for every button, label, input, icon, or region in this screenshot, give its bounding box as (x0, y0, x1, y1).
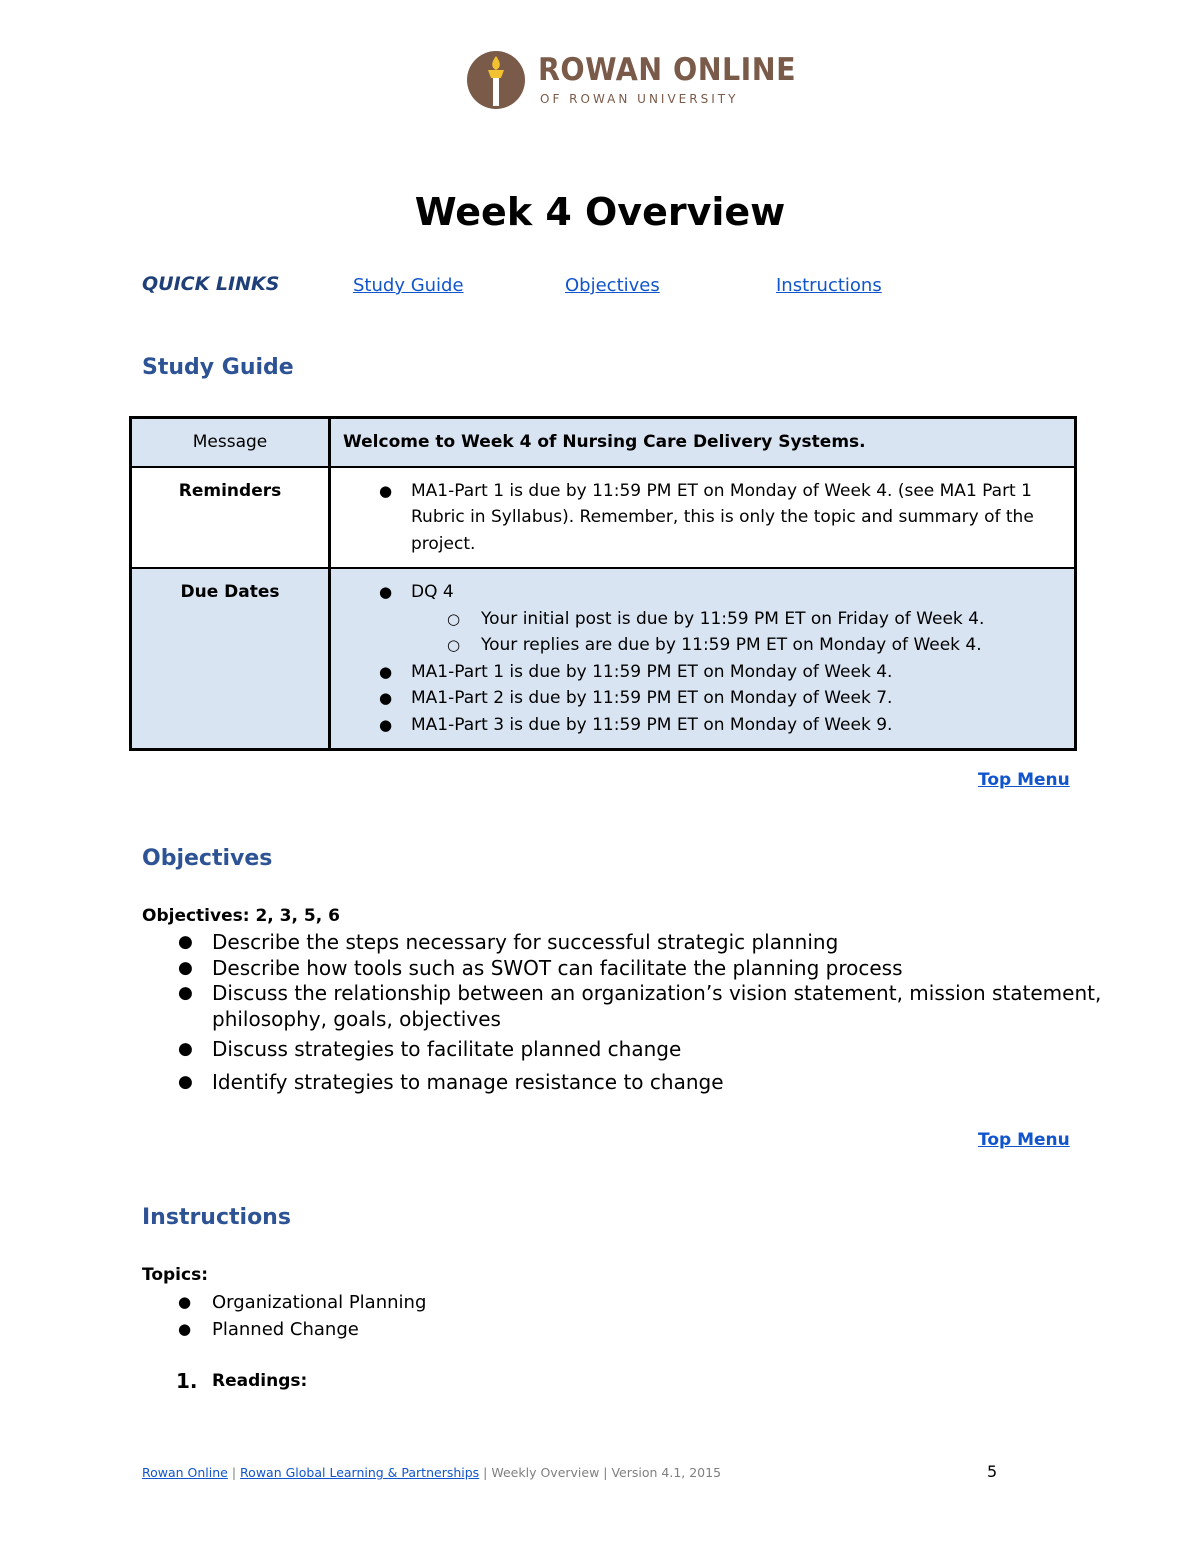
bullet-icon: ● (178, 932, 193, 952)
readings-number: 1. (176, 1369, 198, 1393)
bullet-icon: ● (379, 689, 393, 707)
list-item: ● Discuss the relationship between an organization’s vision statement, mission statement, philosophy, goals, objectives (178, 981, 1102, 1031)
bullet-icon: ● (379, 583, 393, 601)
quick-link-instructions[interactable]: Instructions (776, 275, 882, 296)
list-item: ● DQ 4 (341, 579, 1064, 606)
bullet-icon: ● (178, 957, 193, 978)
footer-link-rowan-global[interactable]: Rowan Global Learning & Partnerships (240, 1465, 480, 1480)
objectives-lead: Objectives: 2, 3, 5, 6 (142, 906, 340, 926)
list-item: ● Identify strategies to manage resistance to change (178, 1069, 724, 1094)
bullet-icon: ● (379, 715, 393, 734)
top-menu-link[interactable]: Top Menu (978, 770, 1070, 790)
list-item: ● Discuss strategies to facilitate planned change (178, 1037, 682, 1061)
topics-list (142, 1289, 426, 1343)
footer (142, 1465, 721, 1480)
torch-icon (466, 48, 526, 112)
study-guide-table (129, 416, 1077, 751)
logo-subtitle: OF ROWAN UNIVERSITY (540, 92, 739, 106)
list-item: ● MA1-Part 2 is due by 11:59 PM ET on Monday of Week 7. (341, 685, 1064, 712)
bullet-icon: ● (178, 1071, 193, 1092)
bullet-icon: ● (178, 1039, 193, 1059)
reminders-cell (330, 467, 1076, 569)
bullet-icon: ● (178, 1320, 192, 1338)
objectives-heading: Objectives (142, 846, 273, 871)
list-item: ● MA1-Part 3 is due by 11:59 PM ET on Monday of Week 9. (341, 712, 1064, 739)
list-item: ● MA1-Part 1 is due by 11:59 PM ET on Monday of Week 4. (see MA1 Part 1 Rubric in Syllabus). Remember, this is only the topic and summary of the project. (341, 478, 1064, 558)
study-guide-heading: Study Guide (142, 355, 294, 380)
footer-separator: | (227, 1465, 241, 1480)
bullet-icon: ● (178, 1293, 192, 1311)
list-item: ○ Your initial post is due by 11:59 PM ET on Friday of Week 4. (341, 606, 1064, 633)
reminders-label: Reminders (131, 467, 330, 569)
hollow-bullet-icon: ○ (447, 636, 461, 654)
quick-link-study-guide[interactable]: Study Guide (353, 275, 464, 296)
due-dates-cell (330, 568, 1076, 750)
message-text: Welcome to Week 4 of Nursing Care Delivery Systems. (330, 418, 1076, 467)
top-menu-link[interactable]: Top Menu (978, 1130, 1070, 1150)
bullet-icon: ● (178, 983, 193, 1003)
instructions-heading: Instructions (142, 1205, 291, 1230)
quick-links-label: QUICK LINKS (142, 273, 280, 295)
quick-link-objectives[interactable]: Objectives (565, 275, 660, 296)
list-item: ● Organizational Planning (142, 1289, 426, 1316)
rowan-online-logo (466, 48, 797, 112)
list-item: ● Describe the steps necessary for successful strategic planning (178, 930, 839, 954)
list-item: ● Planned Change (142, 1316, 426, 1343)
topics-label: Topics: (142, 1265, 209, 1285)
bullet-icon: ● (379, 662, 393, 681)
logo-wordmark: ROWAN ONLINE (538, 52, 797, 88)
page-title: Week 4 Overview (414, 190, 786, 234)
table-row-message (131, 418, 1076, 467)
due-dates-label: Due Dates (131, 568, 330, 750)
bullet-icon: ● (379, 481, 393, 500)
message-label: Message (131, 418, 330, 467)
list-item: ● Describe how tools such as SWOT can facilitate the planning process (178, 955, 903, 980)
list-item: ○ Your replies are due by 11:59 PM ET on Monday of Week 4. (341, 632, 1064, 659)
footer-link-rowan-online[interactable]: Rowan Online (142, 1465, 228, 1480)
list-item: ● MA1-Part 1 is due by 11:59 PM ET on Monday of Week 4. (341, 659, 1064, 686)
readings-label: Readings: (212, 1371, 308, 1391)
page-number: 5 (987, 1462, 998, 1481)
table-row-due-dates (131, 568, 1076, 750)
table-row-reminders (131, 467, 1076, 569)
hollow-bullet-icon: ○ (447, 609, 461, 628)
objectives-list (142, 930, 1102, 1095)
footer-meta: | Weekly Overview | Version 4.1, 2015 (479, 1465, 722, 1480)
